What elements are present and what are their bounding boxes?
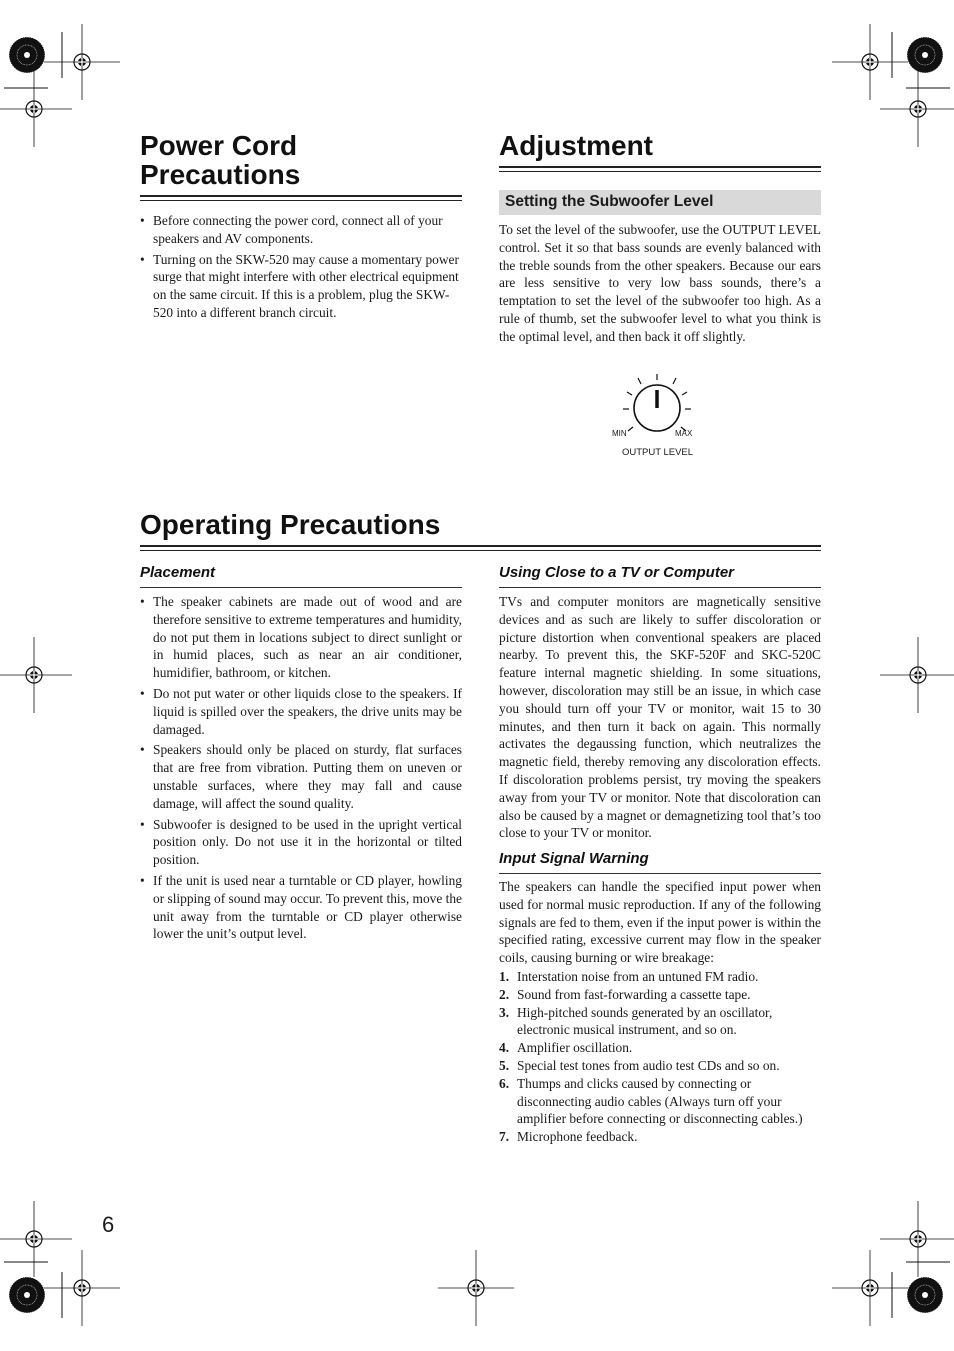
- item-number: 5.: [499, 1057, 510, 1073]
- item-text: High-pitched sounds generated by an oscillator, electronic musical instrument, and so on.: [517, 1004, 773, 1038]
- power-cord-rule: [140, 195, 462, 201]
- placement-heading: Placement: [140, 564, 216, 581]
- knob-caption: OUTPUT LEVEL: [621, 447, 694, 458]
- item-text: Sound from fast-forwarding a cassette tape.: [517, 986, 751, 1002]
- knob-max-label: MAX: [675, 429, 693, 438]
- adjustment-rule: [499, 166, 821, 172]
- list-item: • The speaker cabinets are made out of wood and are therefore sensitive to extreme temperatures and humidity, do not put them in locations subject to direct sunlight or in humid places, such as near an air conditioner, humidifier, bathroom, or kitchen.: [140, 593, 462, 682]
- list-item: • Do not put water or other liquids close to the speakers. If liquid is spilled over the speakers, the drive units may be damaged.: [140, 685, 462, 738]
- input-warning-body: The speakers can handle the specified input power when used for normal music reproduction. If any of the following signals are fed to them, even if the input power is within the specified rating, excessive current may flow in the speaker coils, causing burning or wire breakage:: [499, 879, 821, 966]
- power-cord-list: [140, 212, 462, 325]
- list-item: [499, 1039, 821, 1057]
- subwoofer-level-subheading: Setting the Subwoofer Level: [499, 190, 821, 215]
- item-text: Special test tones from audio test CDs and so on.: [517, 1057, 780, 1073]
- power-cord-title: Power Cord Precautions: [140, 130, 301, 190]
- input-warning-heading: Input Signal Warning: [499, 850, 649, 867]
- item-number: 7.: [499, 1129, 510, 1145]
- list-item: [499, 968, 821, 986]
- item-number: 2.: [499, 986, 510, 1002]
- placement-rule: [140, 587, 462, 588]
- page-number: 6: [102, 1212, 115, 1237]
- tv-heading: Using Close to a TV or Computer: [499, 564, 735, 581]
- operating-rule: [140, 545, 821, 551]
- operating-title: Operating Precautions: [140, 509, 441, 540]
- list-item: • Speakers should only be placed on sturdy, flat surfaces that are free from vibration. Putting them on uneven or unstable surfaces, where they may fall and cause damage, will affect the sound quality.: [140, 741, 462, 812]
- item-text: Interstation noise from an untuned FM radio.: [517, 969, 759, 984]
- list-item: • If the unit is used near a turntable or CD player, howling or slipping of sound may occur. To prevent this, move the unit away from the turntable or CD player otherwise lower the unit’s output level.: [140, 872, 462, 943]
- item-number: 1.: [499, 969, 510, 984]
- list-item: • Subwoofer is designed to be used in the upright vertical position only. Do not use it in the horizontal or tilted position.: [140, 816, 462, 869]
- tv-body: TVs and computer monitors are magnetically sensitive devices and as such are likely to suffer discoloration or picture distortion when conventional speakers are placed nearby. To prevent this, the SKF-520F and SKC-520C feature internal magnetic shielding. In some situations, however, discoloration may still be an issue, in which case you should turn off your TV or monitor, wait 15 to 30 minutes, and then turn it back on again. This normally activates the degaussing function, which neutralizes the magnetic field, thereby removing any discoloration effects. If discoloration problems persist, try moving the speakers away from your TV or monitor. Note that discoloration can also be caused by a magnet or demagnetizing tool that’s too close to your TV or monitor.: [499, 594, 821, 841]
- item-text: Microphone feedback.: [517, 1129, 638, 1145]
- list-item: [499, 986, 821, 1004]
- list-item: • Turning on the SKW-520 may cause a momentary power surge that might interfere with other electrical equipment on the same circuit. If this is a problem, plug the SKW-520 into a different branch circuit.: [140, 251, 462, 322]
- knob-min-label: MIN: [612, 429, 627, 438]
- list-item: [499, 1004, 821, 1040]
- item-number: 6.: [499, 1075, 510, 1091]
- adjustment-title: Adjustment: [499, 130, 653, 161]
- input-warning-rule: [499, 873, 821, 874]
- item-text: Thumps and clicks caused by connecting or disconnecting audio cables (Always turn off your amplifier before connecting or disconnecting cables.): [517, 1075, 803, 1127]
- list-item: [499, 1128, 821, 1146]
- item-text: Amplifier oscillation.: [517, 1040, 633, 1056]
- item-number: 3.: [499, 1004, 510, 1020]
- adjustment-body: To set the level of the subwoofer, use the OUTPUT LEVEL control. Set it so that bass sounds are evenly balanced with the treble sounds from the other speakers. Because our ears are less sensitive to very low bass sounds, there’s a temptation to set the level of the subwoofer too high. As a rule of thumb, set the subwoofer level to what you think is the optimal level, and then back it off slightly.: [499, 222, 821, 344]
- tv-rule: [499, 587, 821, 588]
- list-item: [499, 1057, 821, 1075]
- input-warning-list: [499, 968, 821, 1146]
- item-number: 4.: [499, 1040, 510, 1056]
- list-item: [499, 1075, 821, 1128]
- list-item: • Before connecting the power cord, connect all of your speakers and AV components.: [140, 212, 462, 248]
- placement-list: [140, 593, 462, 946]
